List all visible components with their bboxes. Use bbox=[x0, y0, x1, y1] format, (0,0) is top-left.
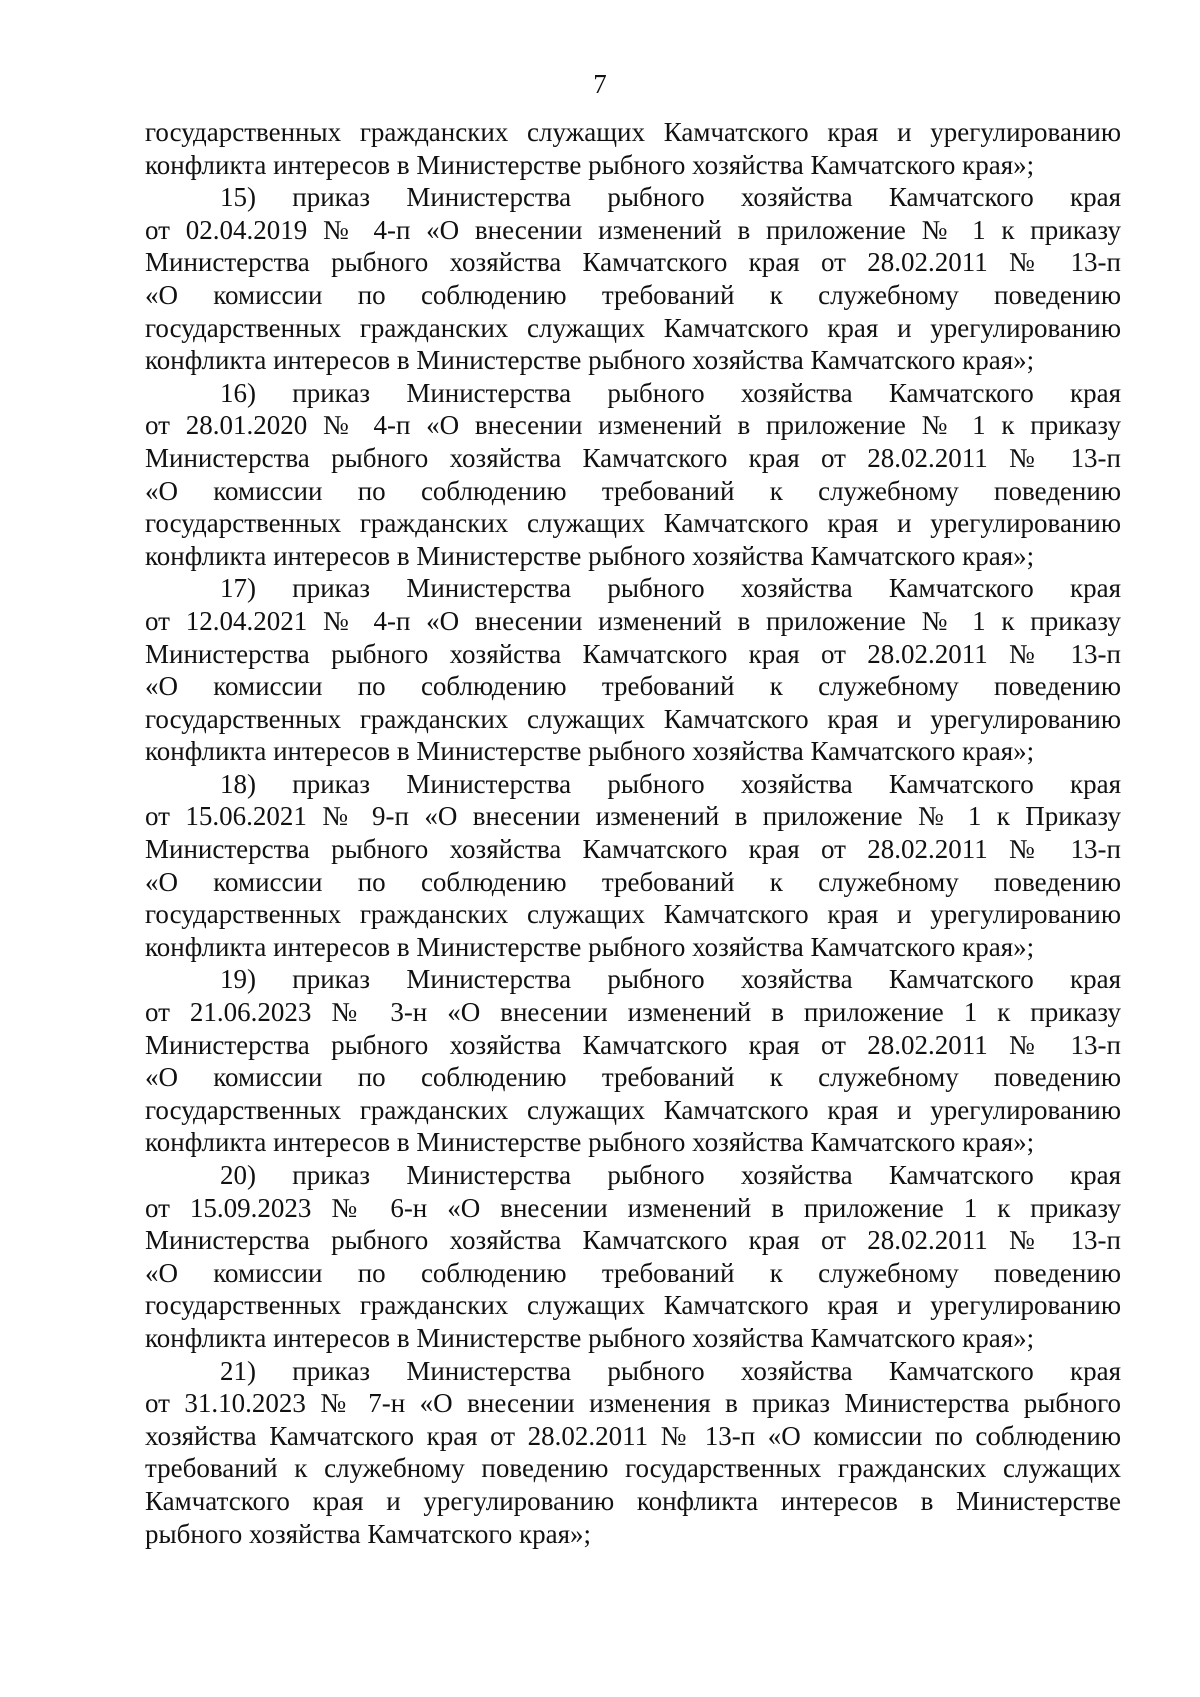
text-line: Министерства рыбного хозяйства Камчатского края от 28.02.2011 № 13-п bbox=[145, 247, 1121, 278]
text-line: «О комиссии по соблюдению требований к служебному поведению bbox=[145, 671, 1121, 702]
text-line: конфликта интересов в Министерстве рыбного хозяйства Камчатского края»; bbox=[145, 345, 1035, 376]
paragraph-start-line: 18) приказ Министерства рыбного хозяйства Камчатского края bbox=[220, 768, 1121, 799]
text-line: от 31.10.2023 № 7-н «О внесении изменения в приказ Министерства рыбного bbox=[145, 1388, 1121, 1419]
text-line: Министерства рыбного хозяйства Камчатского края от 28.02.2011 № 13-п bbox=[145, 1225, 1121, 1256]
text-line: конфликта интересов в Министерстве рыбного хозяйства Камчатского края»; bbox=[145, 1127, 1035, 1158]
text-line: от 02.04.2019 № 4-п «О внесении изменений в приложение № 1 к приказу bbox=[145, 214, 1121, 245]
text-line: Камчатского края и урегулированию конфликта интересов в Министерстве bbox=[145, 1485, 1121, 1516]
text-line: конфликта интересов в Министерстве рыбного хозяйства Камчатского края»; bbox=[145, 736, 1035, 767]
paragraph-start-line: 21) приказ Министерства рыбного хозяйства Камчатского края bbox=[220, 1355, 1121, 1386]
text-line: государственных гражданских служащих Камчатского края и урегулированию bbox=[145, 508, 1121, 539]
text-line: конфликта интересов в Министерстве рыбного хозяйства Камчатского края»; bbox=[145, 540, 1035, 571]
text-line: государственных гражданских служащих Камчатского края и урегулированию bbox=[145, 1094, 1121, 1125]
text-line: Министерства рыбного хозяйства Камчатского края от 28.02.2011 № 13-п bbox=[145, 442, 1121, 473]
text-line: государственных гражданских служащих Камчатского края и урегулированию bbox=[145, 1290, 1121, 1321]
text-line: «О комиссии по соблюдению требований к служебному поведению bbox=[145, 1257, 1121, 1288]
text-line: Министерства рыбного хозяйства Камчатского края от 28.02.2011 № 13-п bbox=[145, 834, 1121, 865]
paragraph-start-line: 15) приказ Министерства рыбного хозяйства Камчатского края bbox=[220, 182, 1121, 213]
text-line: от 15.09.2023 № 6-н «О внесении изменений в приложение 1 к приказу bbox=[145, 1192, 1121, 1223]
paragraph-start-line: 17) приказ Министерства рыбного хозяйства Камчатского края bbox=[220, 573, 1121, 604]
text-line: «О комиссии по соблюдению требований к служебному поведению bbox=[145, 475, 1121, 506]
text-line: от 28.01.2020 № 4-п «О внесении изменений в приложение № 1 к приказу bbox=[145, 410, 1121, 441]
text-line: государственных гражданских служащих Камчатского края и урегулированию bbox=[145, 703, 1121, 734]
page-number: 7 bbox=[593, 69, 607, 99]
paragraph-start-line: 16) приказ Министерства рыбного хозяйства Камчатского края bbox=[220, 377, 1121, 408]
document-body bbox=[145, 116, 1121, 1550]
text-line: от 12.04.2021 № 4-п «О внесении изменений в приложение № 1 к приказу bbox=[145, 605, 1121, 636]
text-line: конфликта интересов в Министерстве рыбного хозяйства Камчатского края»; bbox=[145, 931, 1035, 962]
text-line: от 21.06.2023 № 3-н «О внесении изменений в приложение 1 к приказу bbox=[145, 997, 1121, 1028]
text-line: хозяйства Камчатского края от 28.02.2011 № 13-п «О комиссии по соблюдению bbox=[145, 1420, 1121, 1451]
text-line: от 15.06.2021 № 9-п «О внесении изменений в приложение № 1 к Приказу bbox=[145, 801, 1121, 832]
text-line: «О комиссии по соблюдению требований к служебному поведению bbox=[145, 866, 1121, 897]
text-line: «О комиссии по соблюдению требований к служебному поведению bbox=[145, 279, 1121, 310]
text-line: «О комиссии по соблюдению требований к служебному поведению bbox=[145, 1062, 1121, 1093]
text-line: государственных гражданских служащих Камчатского края и урегулированию bbox=[145, 899, 1121, 930]
text-line: Министерства рыбного хозяйства Камчатского края от 28.02.2011 № 13-п bbox=[145, 638, 1121, 669]
text-line: конфликта интересов в Министерстве рыбного хозяйства Камчатского края»; bbox=[145, 149, 1035, 180]
text-line: требований к служебному поведению государственных гражданских служащих bbox=[145, 1453, 1121, 1484]
text-line: конфликта интересов в Министерстве рыбного хозяйства Камчатского края»; bbox=[145, 1322, 1035, 1353]
text-line: государственных гражданских служащих Камчатского края и урегулированию bbox=[145, 312, 1121, 343]
text-line: Министерства рыбного хозяйства Камчатского края от 28.02.2011 № 13-п bbox=[145, 1029, 1121, 1060]
paragraph-start-line: 20) приказ Министерства рыбного хозяйства Камчатского края bbox=[220, 1160, 1121, 1190]
paragraph-start-line: 19) приказ Министерства рыбного хозяйства Камчатского края bbox=[220, 964, 1121, 995]
text-line: государственных гражданских служащих Камчатского края и урегулированию bbox=[145, 117, 1121, 147]
text-line: рыбного хозяйства Камчатского края»; bbox=[145, 1518, 592, 1549]
